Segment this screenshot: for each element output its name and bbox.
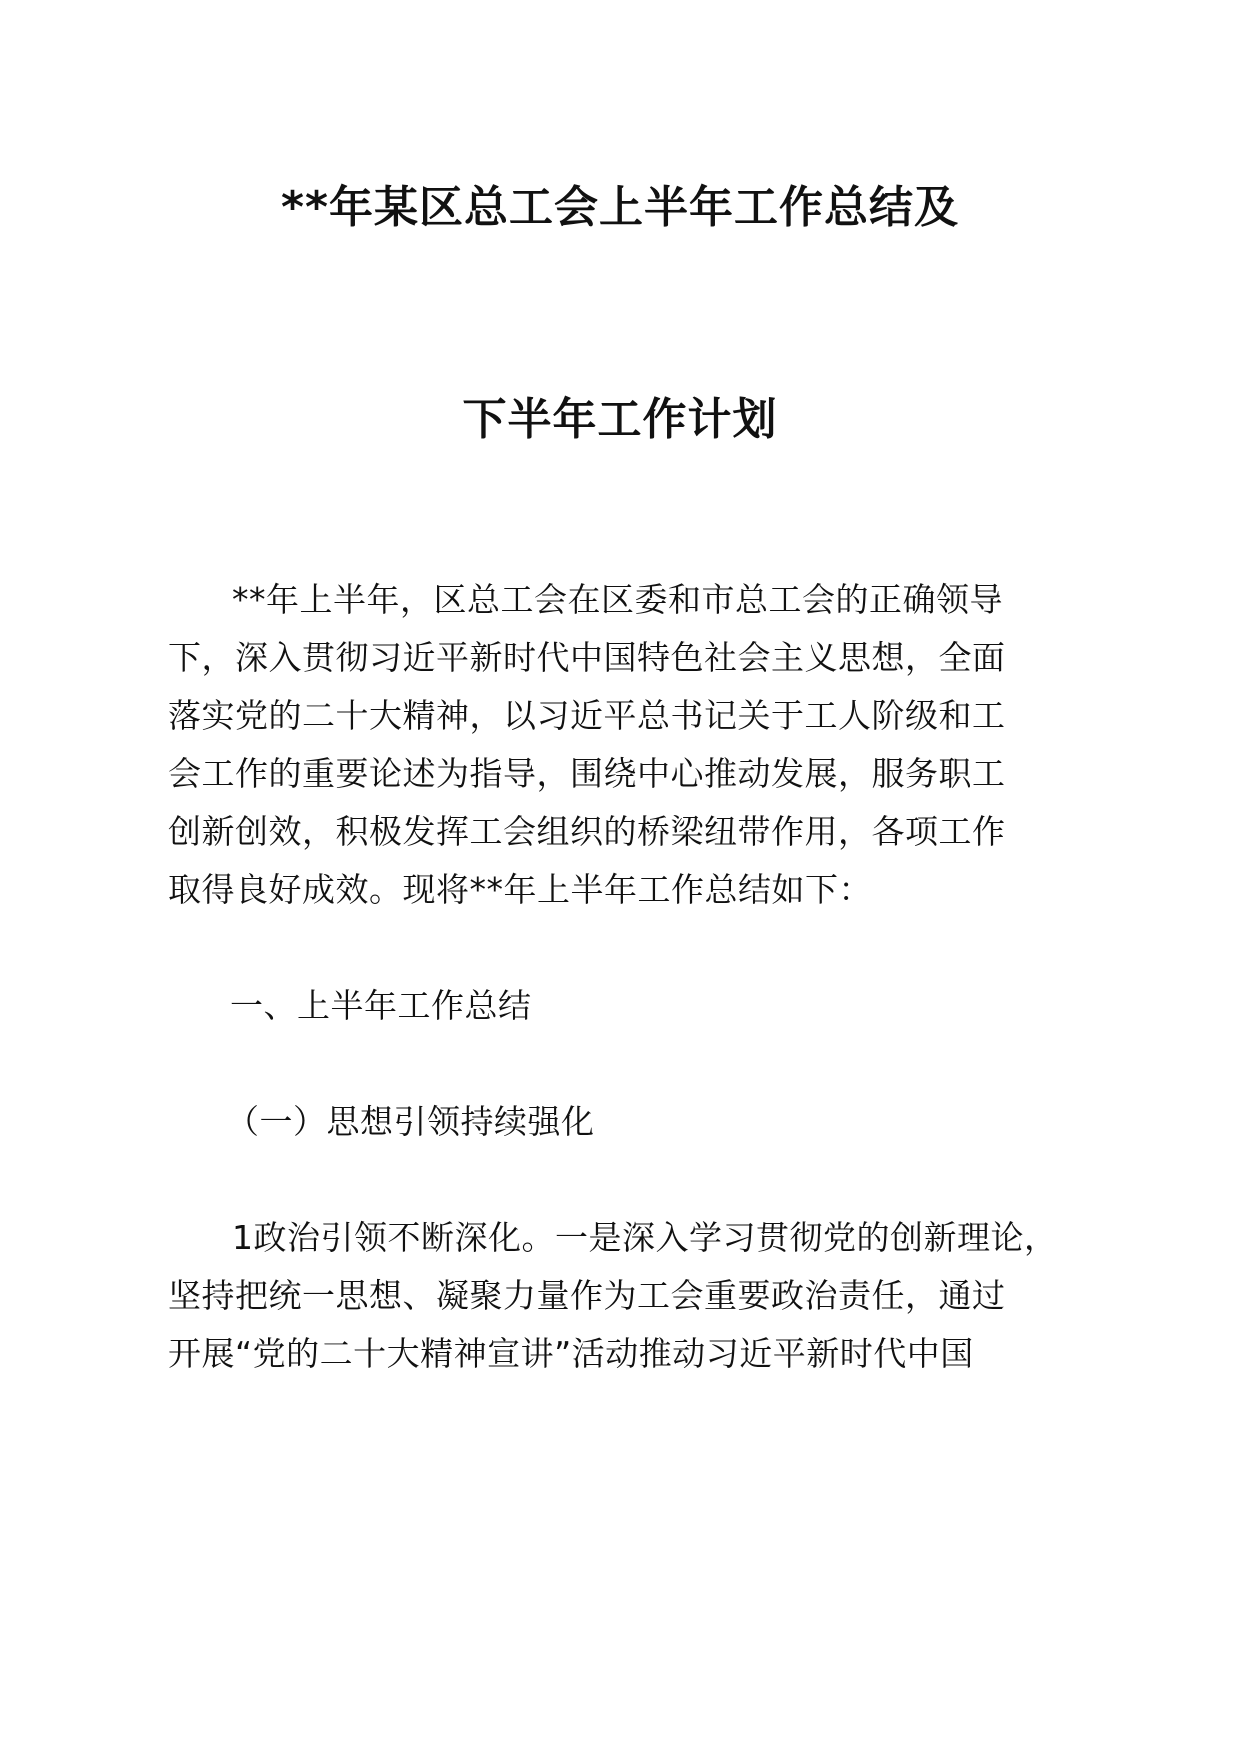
intro-paragraph-line: **年上半年，区总工会在区委和市总工会的正确领导 xyxy=(232,580,1003,619)
intro-paragraph-line: 会工作的重要论述为指导，围绕中心推动发展，服务职工 xyxy=(168,754,1006,793)
point-paragraph-line: 坚持把统一思想、凝聚力量作为工会重要政治责任，通过 xyxy=(168,1276,1006,1315)
intro-paragraph-line: 落实党的二十大精神，以习近平总书记关于工人阶级和工 xyxy=(168,696,1006,735)
document-title-line-2: 下半年工作计划 xyxy=(462,394,778,445)
intro-paragraph-line: 下，深入贯彻习近平新时代中国特色社会主义思想，全面 xyxy=(168,638,1006,677)
document-title-line-1: **年某区总工会上半年工作总结及 xyxy=(280,182,960,233)
intro-paragraph-line: 取得良好成效。现将**年上半年工作总结如下： xyxy=(168,870,872,909)
section-heading: 一、上半年工作总结 xyxy=(230,986,532,1025)
point-paragraph-line: 开展“党的二十大精神宣讲”活动推动习近平新时代中国 xyxy=(168,1334,974,1373)
point-paragraph-line: 1政治引领不断深化。一是深入学习贯彻党的创新理论， xyxy=(232,1218,1058,1257)
intro-paragraph-line: 创新创效，积极发挥工会组织的桥梁纽带作用，各项工作 xyxy=(168,812,1006,851)
subsection-heading: （一）思想引领持续强化 xyxy=(226,1102,595,1141)
